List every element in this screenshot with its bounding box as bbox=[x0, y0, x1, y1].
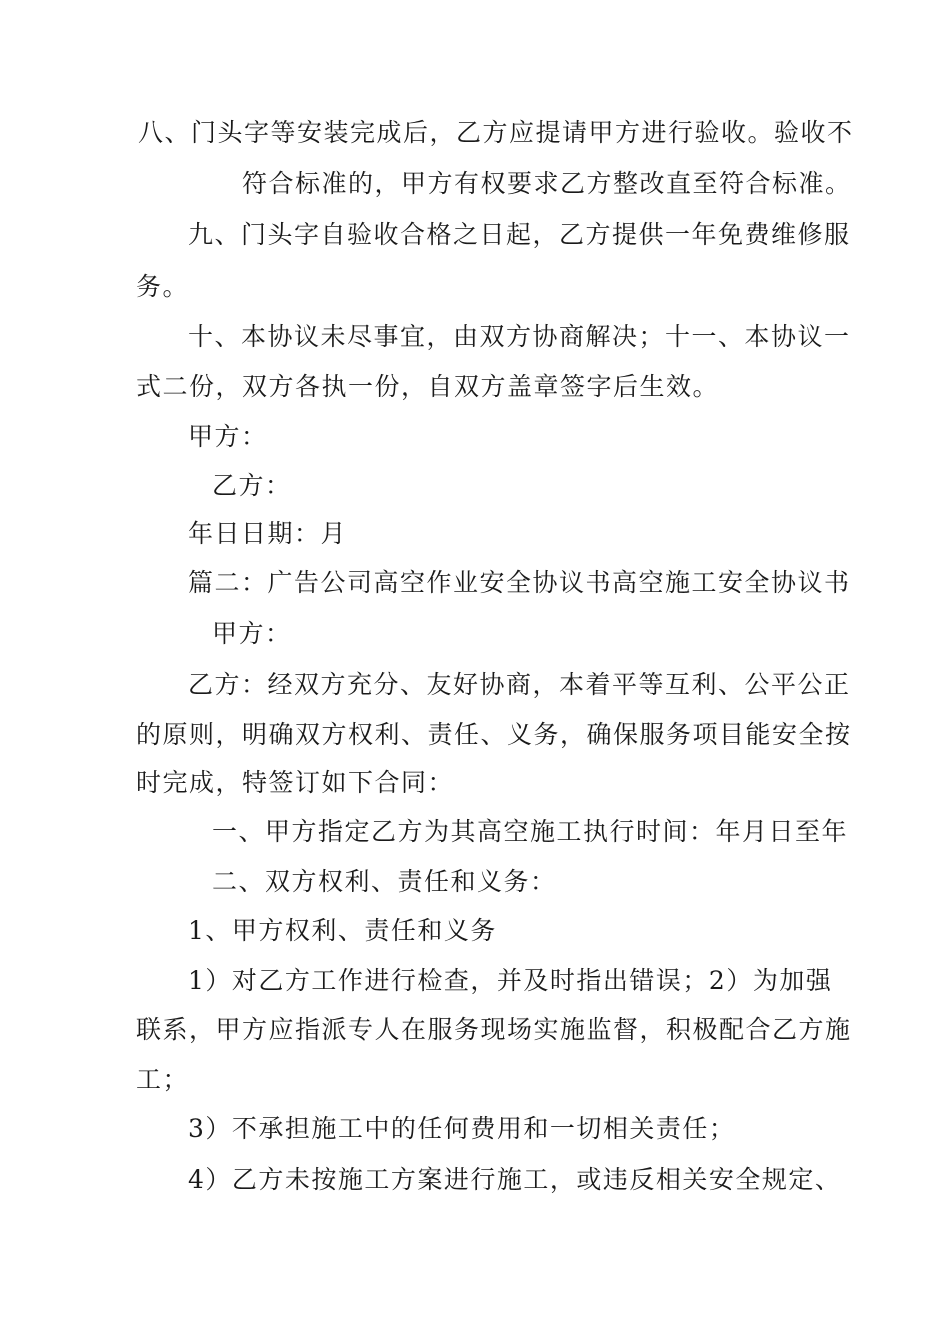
text-line: 二、双方权利、责任和义务： bbox=[212, 867, 557, 896]
text-line: 甲方： bbox=[212, 619, 292, 648]
text-line: 九、门头字自验收合格之日起，乙方提供一年免费维修服 bbox=[188, 220, 851, 249]
text-line: 十、本协议未尽事宜，由双方协商解决；十一、本协议一 bbox=[188, 322, 851, 351]
text-line: 乙方： bbox=[212, 471, 292, 500]
text-line: 乙方：经双方充分、友好协商，本着平等互利、公平公正 bbox=[188, 670, 851, 699]
text-line: 务。 bbox=[136, 272, 190, 301]
text-line: 工； bbox=[136, 1065, 190, 1094]
text-line: 1）对乙方工作进行检查，并及时指出错误；2）为加强 bbox=[188, 966, 833, 995]
text-line: 时完成，特签订如下合同： bbox=[136, 768, 455, 797]
text-line: 联系，甲方应指派专人在服务现场实施监督，积极配合乙方施 bbox=[136, 1015, 852, 1044]
text-line: 4）乙方未按施工方案进行施工，或违反相关安全规定、 bbox=[188, 1165, 842, 1194]
text-line: 3）不承担施工中的任何费用和一切相关责任； bbox=[188, 1114, 736, 1143]
text-line: 年日日期：月 bbox=[188, 519, 348, 548]
text-line: 八、门头字等安装完成后，乙方应提请甲方进行验收。验收不 bbox=[138, 118, 854, 147]
text-line: 式二份，双方各执一份，自双方盖章签字后生效。 bbox=[136, 372, 720, 401]
text-line: 的原则，明确双方权利、责任、义务，确保服务项目能安全按 bbox=[136, 720, 852, 749]
section-heading: 篇二：广告公司高空作业安全协议书高空施工安全协议书 bbox=[188, 568, 851, 597]
text-line: 1、甲方权利、责任和义务 bbox=[188, 916, 497, 945]
text-line: 甲方： bbox=[188, 422, 268, 451]
text-line: 符合标准的，甲方有权要求乙方整改直至符合标准。 bbox=[242, 169, 852, 198]
text-line: 一、甲方指定乙方为其高空施工执行时间：年月日至年 bbox=[212, 817, 849, 846]
